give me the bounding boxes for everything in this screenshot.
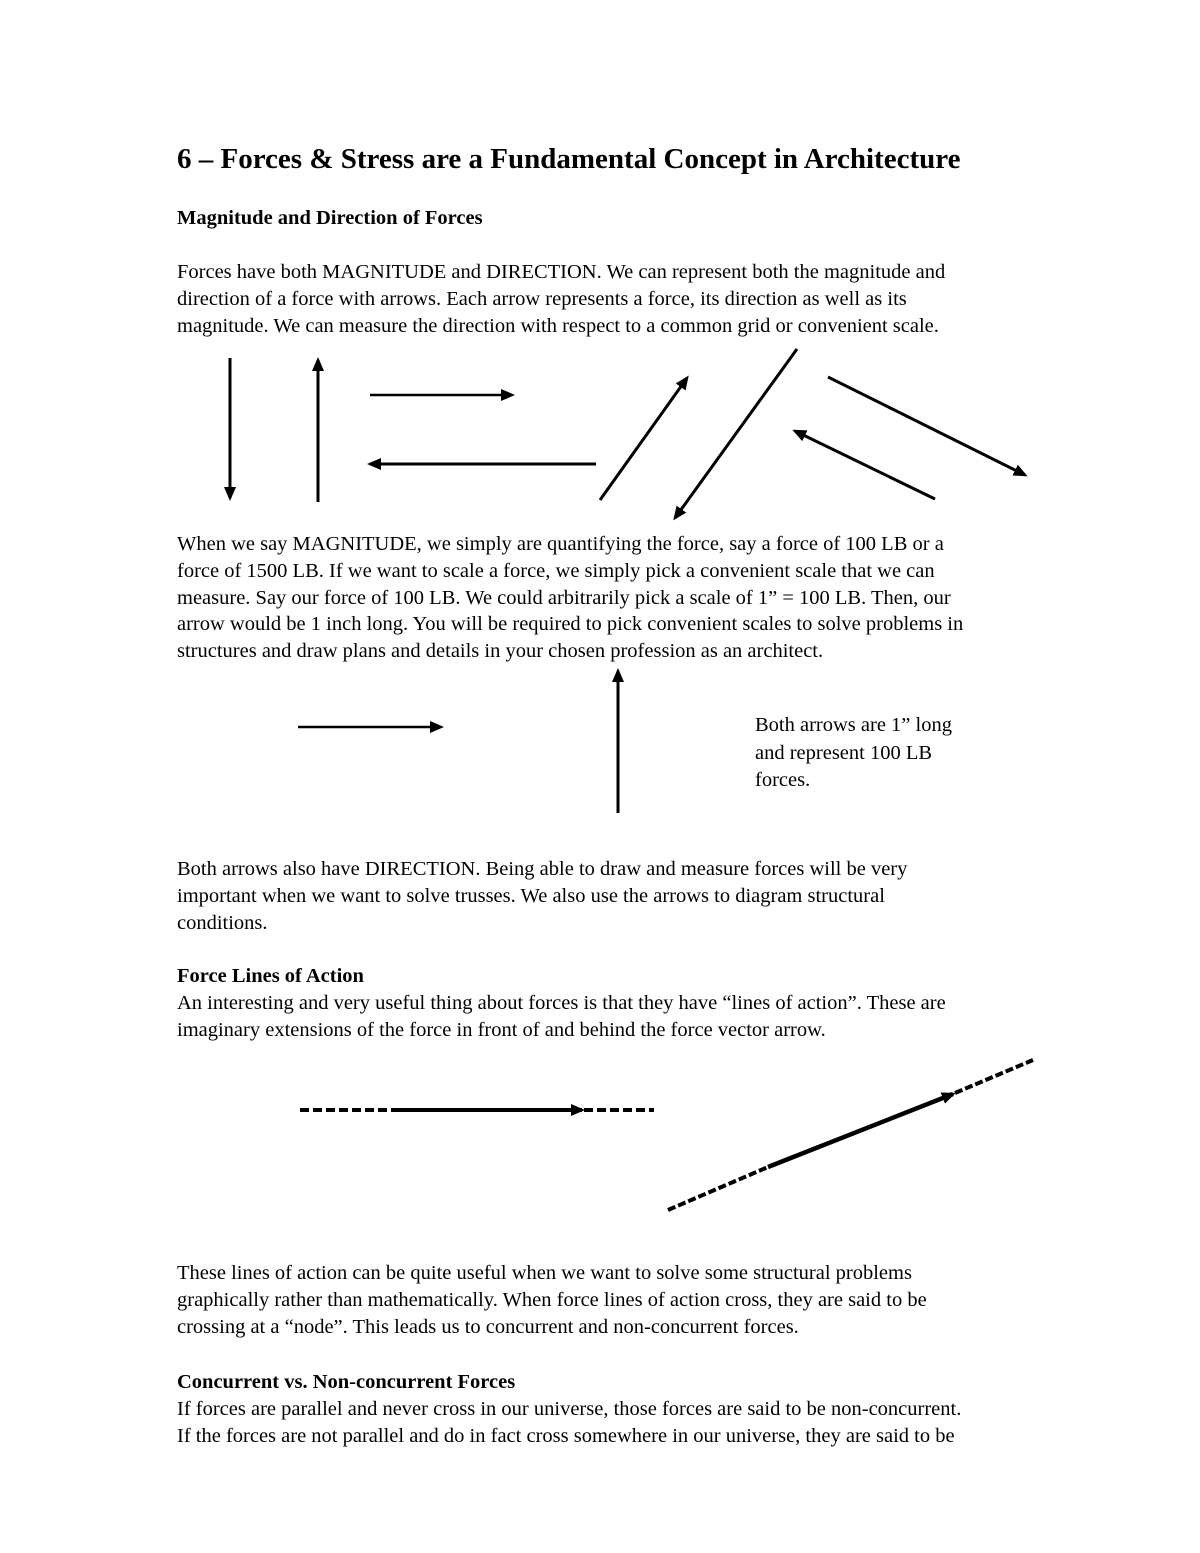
paragraph-nodes <box>177 1260 1107 1340</box>
arrow-diagonal-up-right <box>600 378 687 500</box>
scale-arrows-figure <box>0 665 1200 820</box>
text-line: arrow would be 1 inch long. You will be required to pick convenient scales to solve problems in <box>177 613 964 636</box>
paragraph-magnitude <box>177 531 1107 665</box>
text-line: Both arrows also have DIRECTION. Being able to draw and measure forces will be very <box>177 858 908 880</box>
text-line: important when we want to solve trusses. We also use the arrows to diagram structural <box>177 884 885 907</box>
direction-arrows-figure <box>0 340 1200 530</box>
note-line: Both arrows are 1” long <box>755 714 952 736</box>
paragraph-direction <box>177 856 1107 936</box>
section-heading-lines-of-action: Force Lines of Action <box>177 965 364 987</box>
text-line: direction of a force with arrows. Each arrow represents a force, its direction as well as its <box>177 287 907 310</box>
text-line: structures and draw plans and details in your chosen profession as an architect. <box>177 640 824 663</box>
text-line: If forces are parallel and never cross in our universe, those forces are said to be non-concurrent. <box>177 1398 962 1420</box>
text-line: graphically rather than mathematically. When force lines of action cross, they are said to be <box>177 1288 927 1311</box>
text-line: measure. Say our force of 100 LB. We could arbitrarily pick a scale of 1” = 100 LB. Then, our <box>177 586 951 609</box>
lines-of-action-figure <box>0 1050 1200 1220</box>
line-of-action-behind-diagonal <box>668 1167 768 1210</box>
line-of-action-front-diagonal <box>955 1060 1033 1093</box>
note-line: forces. <box>755 769 811 791</box>
text-line: imaginary extensions of the force in front of and behind the force vector arrow. <box>177 1018 826 1041</box>
section-heading-concurrent: Concurrent vs. Non-concurrent Forces <box>177 1371 516 1393</box>
text-line: force of 1500 LB. If we want to scale a force, we simply pick a convenient scale that we can <box>177 559 935 582</box>
note-line: and represent 100 LB <box>755 741 933 764</box>
text-line: These lines of action can be quite useful when we want to solve some structural problems <box>177 1262 912 1284</box>
section-heading-magnitude: Magnitude and Direction of Forces <box>177 207 483 229</box>
text-line: If the forces are not parallel and do in fact cross somewhere in our universe, they are said to be <box>177 1424 955 1447</box>
force-vector-diagonal <box>768 1094 953 1167</box>
text-line: crossing at a “node”. This leads us to concurrent and non-concurrent forces. <box>177 1315 799 1338</box>
text-line: Forces have both MAGNITUDE and DIRECTION. We can represent both the magnitude and <box>177 261 946 283</box>
arrow-note <box>755 712 1015 795</box>
paragraph-lines-of-action <box>177 990 1107 1044</box>
arrow-diagonal-down-left <box>675 349 797 518</box>
arrow-diagonal-up-left <box>795 431 935 499</box>
paragraph-forces-intro <box>177 259 1107 339</box>
text-line: When we say MAGNITUDE, we simply are quantifying the force, say a force of 100 LB or a <box>177 533 944 555</box>
text-line: An interesting and very useful thing about forces is that they have “lines of action”. These are <box>177 992 946 1014</box>
text-line: conditions. <box>177 911 268 934</box>
paragraph-concurrent <box>177 1396 1107 1450</box>
page-title: 6 – Forces & Stress are a Fundamental Concept in Architecture <box>177 143 961 175</box>
text-line: magnitude. We can measure the direction with respect to a common grid or convenient scale. <box>177 314 939 337</box>
